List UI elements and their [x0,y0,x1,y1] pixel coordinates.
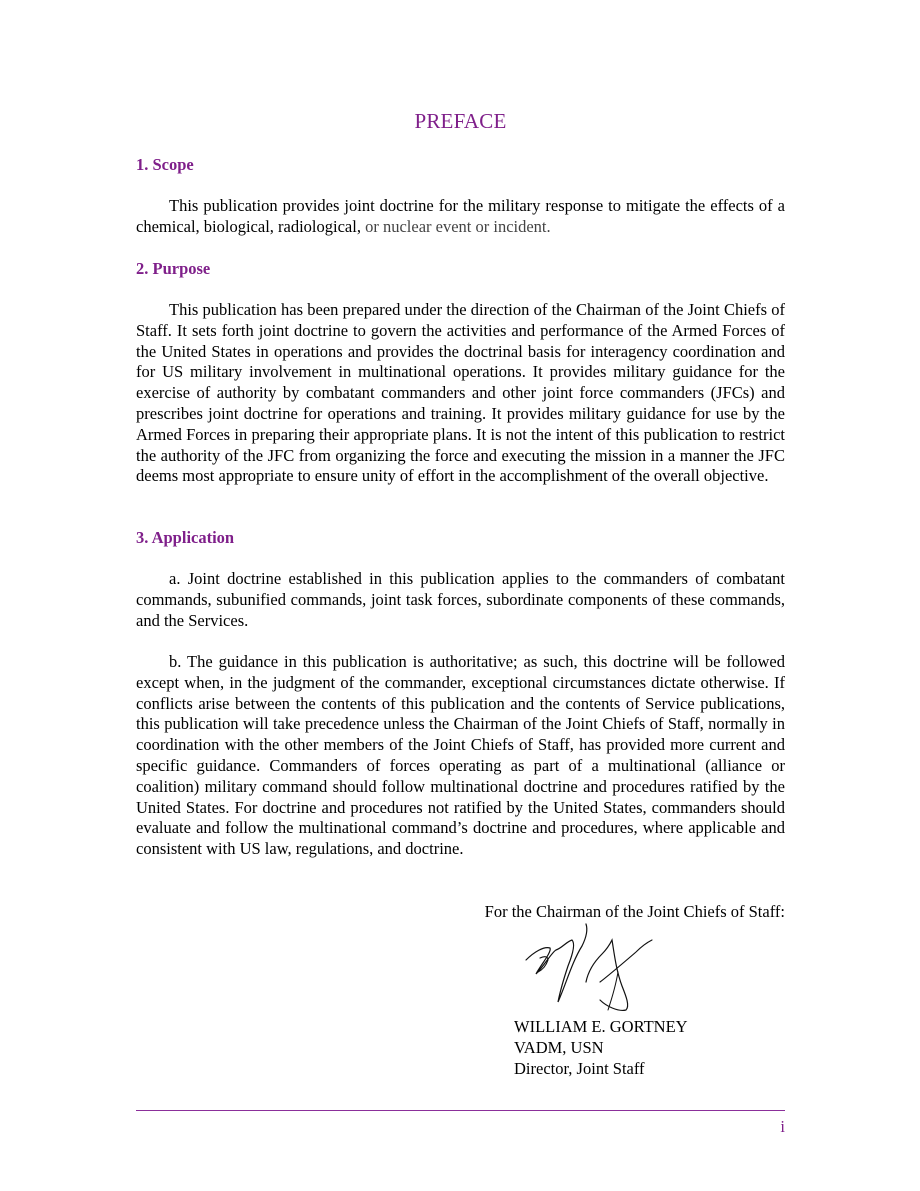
page-number: i [780,1117,785,1136]
purpose-paragraph: This publication has been prepared under the direction of the Chairman of the Joint Chiefs of Staff. It sets forth joint doctrine to govern the activities and performance of the Armed Forces of the United States in operations and provides the doctrinal basis for interagency coordination and for US military involvement in multinational operations. It provides military guidance for the exercise of authority by combatant commanders and other joint force commanders (JFCs) and prescribes joint doctrine for operations and training. It provides military guidance for use by the Armed Forces in preparing their appropriate plans. It is not the intent of this publication to restrict the authority of the JFC from organizing the force and executing the mission in a manner the JFC deems most appropriate to ensure unity of effort in the accomplishment of the overall objective. [136,300,785,486]
application-paragraph-b: b. The guidance in this publication is authoritative; as such, this doctrine will be followed except when, in the judgment of the commander, exceptional circumstances dictate otherwise. If conflicts arise between the contents of this publication and the contents of Service publications, this publication will take precedence unless the Chairman of the Joint Chiefs of Staff, normally in coordination with the other members of the Joint Chiefs of Staff, has provided more current and specific guidance. Commanders of forces operating as part of a multinational (alliance or coalition) military command should follow multinational doctrine and procedures ratified by the United States. For doctrine and procedures not ratified by the United States, commanders should evaluate and follow the multinational command’s doctrine and procedures, where applicable and consistent with US law, regulations, and doctrine. [136,652,785,859]
footer-rule [136,1110,785,1111]
signatory-title: Director, Joint Staff [514,1059,645,1078]
scope-paragraph-main: This publication provides joint doctrine for the military response to mitigate the effects of a chemical, biological, radiological, [136,196,785,236]
closing-line: For the Chairman of the Joint Chiefs of Staff: [484,902,785,921]
section-heading-purpose: 2. Purpose [136,259,211,278]
document-page [136,0,785,1191]
signatory-name: WILLIAM E. GORTNEY [514,1017,688,1036]
page-title: PREFACE [414,109,507,133]
section-heading-application: 3. Application [136,528,235,547]
signature-block [514,1016,688,1079]
signature-image [522,922,662,1018]
signatory-rank: VADM, USN [514,1038,604,1057]
section-heading-scope: 1. Scope [136,155,194,174]
scope-paragraph-tail: or nuclear event or incident. [360,216,551,236]
scope-paragraph [136,196,785,238]
application-paragraph-a: a. Joint doctrine established in this publication applies to the commanders of combatant commands, subunified commands, joint task forces, subordinate components of these commands, and the Services. [136,569,785,630]
